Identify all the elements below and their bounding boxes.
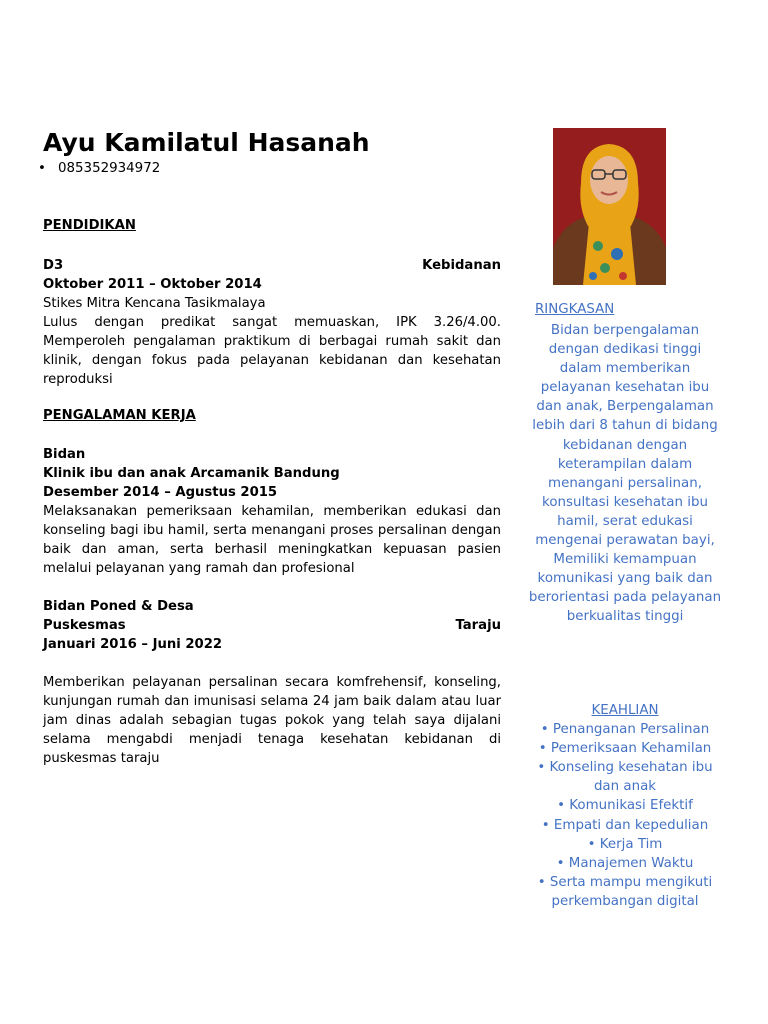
- job-place-town: Taraju: [455, 618, 501, 633]
- school-name: Stikes Mitra Kencana Tasikmalaya: [43, 296, 266, 311]
- skill-item: • Konseling kesehatan ibu dan anak: [537, 760, 713, 795]
- education-description: Lulus dengan predikat sangat memuaskan, IPK 3.26/4.00. Memperoleh pengalaman praktikum di berbagai rumah sakit dan klinik, dengan fokus pada pelayanan kebidanan dan kesehatan reproduksi: [43, 315, 501, 387]
- portrait-illustration: [553, 128, 666, 285]
- bullet: •: [38, 161, 46, 176]
- job-description: Memberikan pelayanan persalinan secara komfrehensif, konseling, kunjungan rumah dan imunisasi selama 24 jam baik dalam atau luar jam dinas adalah sebagian tugas pokok yang telah saya dijalani selama mengabdi menjadi tenaga kesehatan kebidanan di puskesmas taraju: [43, 675, 501, 766]
- job-period: Januari 2016 – Juni 2022: [43, 637, 223, 652]
- profile-photo: [553, 128, 666, 285]
- person-name: Ayu Kamilatul Hasanah: [43, 128, 370, 157]
- skill-item: • Manajemen Waktu: [556, 855, 694, 871]
- education-heading: PENDIDIKAN: [43, 218, 136, 233]
- job-1: [43, 445, 501, 578]
- summary-text: Bidan berpengalaman dengan dedikasi tinggi dalam memberikan pelayanan kesehatan ibu dan anak, Berpengalaman lebih dari 8 tahun di bidang kebidanan dengan keterampilan dalam menangani persalinan, konsultasi kesehatan ibu hamil, serat edukasi mengenai perawatan bayi, Memiliki kemampuan komunikasi yang baik dan berorientasi pada pelayanan berkualitas tinggi: [528, 323, 722, 625]
- job-place: Klinik ibu dan anak Arcamanik Bandung: [43, 466, 340, 481]
- job-title: Bidan: [43, 447, 86, 462]
- skill-item: • Penanganan Persalinan: [540, 722, 710, 738]
- job-description: Melaksanakan pemeriksaan kehamilan, memberikan edukasi dan konseling bagi ibu hamil, serta menangani proses persalinan dengan baik dan aman, serta berhasil meningkatkan kepuasan pasien melalui pelayanan yang ramah dan profesional: [43, 504, 501, 576]
- skills-section: [528, 701, 722, 911]
- phone-number: 085352934972: [58, 161, 161, 176]
- major: Kebidanan: [422, 258, 501, 273]
- job-title: Bidan Poned & Desa: [43, 599, 194, 614]
- job-2: [43, 597, 501, 768]
- skills-heading: KEAHLIAN: [591, 703, 659, 718]
- job-place: Puskesmas: [43, 618, 126, 633]
- degree-row: [43, 256, 501, 275]
- skill-item: • Pemeriksaan Kehamilan: [538, 741, 712, 757]
- skill-item: • Kerja Tim: [587, 836, 663, 852]
- degree: D3: [43, 258, 64, 273]
- experience-heading: PENGALAMAN KERJA: [43, 408, 196, 423]
- job-period: Desember 2014 – Agustus 2015: [43, 485, 278, 500]
- skill-item: • Empati dan kepedulian: [541, 817, 709, 833]
- education-block: [43, 256, 501, 389]
- education-period: Oktober 2011 – Oktober 2014: [43, 277, 262, 292]
- phone-item: [38, 161, 160, 176]
- job-place-row: [43, 616, 501, 635]
- skill-item: • Komunikasi Efektif: [557, 798, 693, 814]
- summary-heading: RINGKASAN: [535, 302, 615, 317]
- skill-item: • Serta mampu mengikuti perkembangan digital: [537, 874, 713, 909]
